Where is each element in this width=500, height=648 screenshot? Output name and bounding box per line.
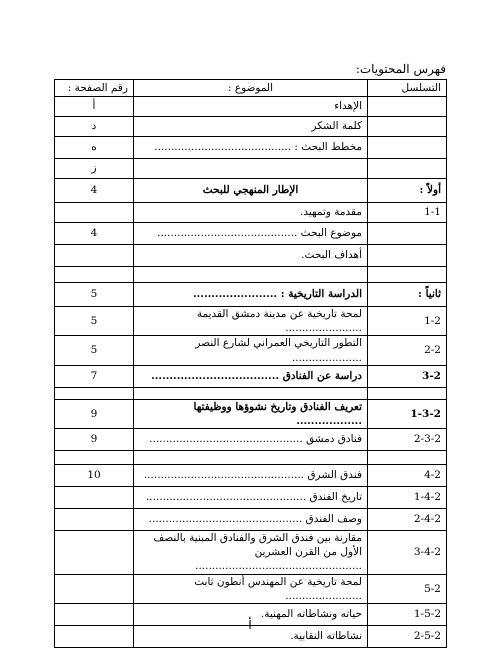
toc-page-cell (55, 451, 134, 465)
table-row (55, 223, 447, 245)
toc-seq-cell (368, 97, 447, 117)
toc-page-cell: 9 (55, 429, 134, 451)
table-row (55, 283, 447, 307)
toc-seq-cell: 3-4-2 (368, 531, 447, 575)
table-row (55, 365, 447, 387)
toc-page-cell: أ (55, 97, 134, 117)
toc-seq-cell: 2-2 (368, 336, 447, 365)
toc-topic-cell: لمحة تاريخية عن المهندس أنطون ثابت ....................... (134, 574, 368, 603)
toc-topic-cell: مقدمة وتمهيد. (134, 203, 368, 223)
toc-topic-cell: تعريف الفنادق وتاريخ نشوؤها ووظيفتها .................. (134, 399, 368, 428)
toc-topic-cell: لمحة تاريخية عن مدينة دمشق القديمة ....................... (134, 307, 368, 336)
toc-seq-cell (368, 245, 447, 267)
toc-topic-cell: الإهداء (134, 97, 368, 117)
toc-seq-cell (368, 451, 447, 465)
table-row (55, 307, 447, 336)
toc-page-cell (55, 487, 134, 509)
table-row (55, 387, 447, 399)
table-row (55, 465, 447, 487)
table-row (55, 245, 447, 267)
toc-table (54, 79, 447, 648)
toc-page-cell: 9 (55, 399, 134, 428)
table-row (55, 429, 447, 451)
toc-topic-cell: حياته ونشاطاته المهنية. (134, 603, 368, 625)
toc-topic-cell: أهداف البحث. (134, 245, 368, 267)
toc-topic-cell (134, 159, 368, 179)
table-row (55, 451, 447, 465)
toc-seq-cell (368, 387, 447, 399)
table-row (55, 531, 447, 575)
table-row (55, 159, 447, 179)
toc-topic-cell: تاريخ الفندق ................................................ (134, 487, 368, 509)
toc-seq-cell: 1-2 (368, 307, 447, 336)
toc-topic-cell: فنادق دمشق .............................................. (134, 429, 368, 451)
toc-seq-cell (368, 117, 447, 137)
table-row (55, 137, 447, 159)
toc-page-cell (55, 245, 134, 267)
toc-topic-cell: الإطار المنهجي للبحث (134, 179, 368, 203)
toc-topic-cell (134, 451, 368, 465)
toc-page-cell: ه (55, 137, 134, 159)
toc-topic-cell: موضوع البحث .......................................... (134, 223, 368, 245)
toc-seq-cell: 5-2 (368, 574, 447, 603)
table-row (55, 267, 447, 283)
toc-seq-cell: 1-4-2 (368, 487, 447, 509)
toc-topic-cell: كلمة الشكر (134, 117, 368, 137)
page-number: أ (248, 618, 252, 632)
toc-page-cell: 4 (55, 179, 134, 203)
header-seq: التسلسل (368, 80, 447, 97)
toc-topic-cell: فندق الشرق ................................................ (134, 465, 368, 487)
toc-seq-cell (368, 159, 447, 179)
toc-seq-cell: 2-5-2 (368, 625, 447, 647)
table-row (55, 336, 447, 365)
toc-page-cell (55, 267, 134, 283)
table-row (55, 117, 447, 137)
table-row (55, 179, 447, 203)
toc-page-cell: 4 (55, 223, 134, 245)
toc-page-cell: 5 (55, 283, 134, 307)
toc-seq-cell: أولاً : (368, 179, 447, 203)
table-row (55, 487, 447, 509)
toc-topic-cell (134, 267, 368, 283)
toc-topic-cell: مقارنة بين فندق الشرق والفنادق المبنية بالنصف الأول من القرن العشرين .................................................. (134, 531, 368, 575)
toc-seq-cell: 2-3-2 (368, 429, 447, 451)
toc-seq-cell (368, 223, 447, 245)
table-row (55, 203, 447, 223)
toc-page-cell (55, 509, 134, 531)
toc-page-cell (55, 203, 134, 223)
toc-topic-cell: التطور التاريخي العمراني لشارع النصر ..................... (134, 336, 368, 365)
toc-topic-cell: مخطط البحث : ......................................... (134, 137, 368, 159)
toc-page-cell: 10 (55, 465, 134, 487)
table-row (55, 574, 447, 603)
toc-seq-cell: 1-3-2 (368, 399, 447, 428)
toc-topic-cell: دراسة عن الفنادق ................................... (134, 365, 368, 387)
table-row (55, 97, 447, 117)
toc-topic-cell (134, 387, 368, 399)
toc-page-cell (55, 531, 134, 575)
header-page: رقم الصفحة : (55, 80, 134, 97)
table-row (55, 509, 447, 531)
toc-topic-cell: الدراسة التاريخية : ....................... (134, 283, 368, 307)
toc-header-row (55, 80, 447, 97)
toc-page-cell: ز (55, 159, 134, 179)
header-topic: الموضوع : (134, 80, 368, 97)
toc-seq-cell: 2-4-2 (368, 509, 447, 531)
toc-page-cell (55, 574, 134, 603)
toc-topic-cell: نشاطاته النقابية. (134, 625, 368, 647)
toc-page-cell: 5 (55, 336, 134, 365)
table-row (55, 399, 447, 428)
toc-seq-cell (368, 267, 447, 283)
toc-page-cell: د (55, 117, 134, 137)
toc-seq-cell (368, 137, 447, 159)
toc-page-cell (55, 387, 134, 399)
toc-seq-cell: 4-2 (368, 465, 447, 487)
toc-page-cell: 7 (55, 365, 134, 387)
toc-topic-cell: وصف الفندق .............................................. (134, 509, 368, 531)
toc-seq-cell: ثانياً : (368, 283, 447, 307)
toc-title: فهرس المحتويات: (355, 62, 446, 76)
toc-body (55, 97, 447, 648)
toc-seq-cell: 1-5-2 (368, 603, 447, 625)
toc-seq-cell: 1-1 (368, 203, 447, 223)
toc-seq-cell: 3-2 (368, 365, 447, 387)
toc-page-cell: 5 (55, 307, 134, 336)
